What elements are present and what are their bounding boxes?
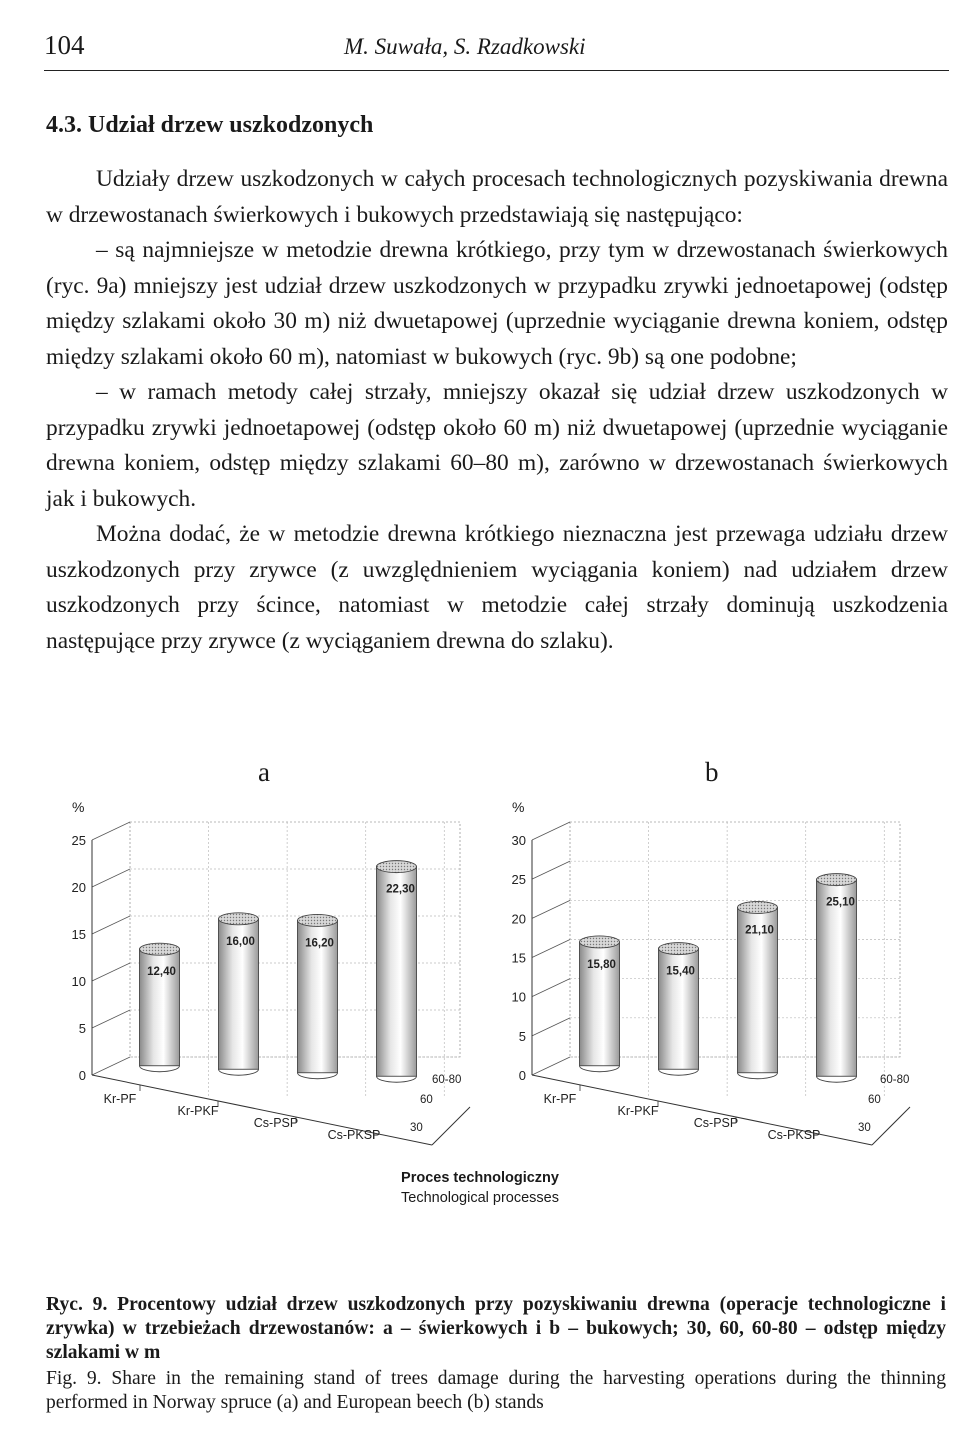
y-axis-unit-label: %: [72, 799, 85, 815]
x-category-label: Cs-PSP: [253, 1116, 299, 1130]
bar-value-label: 12,40: [147, 966, 176, 979]
bar-cylinder-top: [817, 874, 857, 886]
paragraph: – są najmniejsze w metodzie drewna krótkiego, przy tym w drzewostanach świerkowych (ryc. 9a) mniejszy jest udział drzew uszkodzonych w przypadku zrywki jednoetapowej (odstęp między szlakami około 30 m) niż dwuetapowej (uprzednie wyciąganie drewna koniem, odstęp między szlakami około 60 m), natomiast w bukowych (ryc. 9b) są one podobne;: [46, 237, 948, 370]
bar-value-label: 25,10: [826, 896, 855, 909]
bar-value-label: 21,10: [745, 924, 774, 937]
chart-gridline-depth: [532, 1018, 570, 1036]
chart-gridline-depth: [92, 1057, 130, 1075]
y-tick-label: 0: [518, 1068, 526, 1083]
depth-label: 30: [858, 1122, 871, 1134]
x-axis-title-en: Technological processes: [401, 1190, 559, 1206]
x-category-label: Cs-PKSP: [767, 1128, 821, 1142]
bar-cylinder-top: [298, 914, 338, 926]
chart-gridline-depth: [532, 940, 570, 958]
bar-cylinder-base: [377, 1076, 417, 1082]
paragraph: Udziały drzew uszkodzonych w całych procesach technologicznych pozyskiwania drewna w drzewostanach świerkowych i bukowych przedstawiają się następująco:: [46, 166, 948, 228]
bar-value-label: 15,40: [666, 965, 695, 978]
chart-gridline-depth: [532, 861, 570, 879]
x-axis: [532, 1075, 872, 1145]
x-category-label: Kr-PF: [543, 1092, 577, 1106]
paragraph: – w ramach metody całej strzały, mniejszy okazał się udział drzew uszkodzonych w przypadku zrywki jednoetapowej (odstęp około 60 m) niż dwuetapowej (uprzednie wyciąganie drewna koniem, odstęp między szlakami 60–80 m), zarówno w drzewostanach świerkowych jak i bukowych.: [46, 379, 948, 512]
y-tick-label: 30: [511, 833, 526, 848]
bar-value-label: 15,80: [587, 958, 616, 971]
depth-label: 30: [410, 1122, 423, 1134]
bar-value-label: 16,00: [226, 935, 255, 948]
figure-charts: [40, 790, 920, 1150]
bar-cylinder-top: [659, 943, 699, 955]
y-tick-label: 5: [78, 1021, 86, 1036]
x-category-label: Kr-PF: [103, 1092, 137, 1106]
x-category-label: Kr-PKF: [617, 1104, 659, 1118]
depth-label: 60: [420, 1094, 433, 1106]
bar-cylinder-top: [377, 861, 417, 873]
bar-value-label: 16,20: [305, 937, 334, 950]
bar-cylinder-top: [580, 936, 620, 948]
bar-cylinder-top: [219, 913, 259, 925]
x-category-label: Cs-PKSP: [327, 1128, 381, 1142]
bar-cylinder-body: [817, 880, 857, 1077]
depth-label: 60: [868, 1094, 881, 1106]
x-axis-title-pl: Proces technologiczny: [401, 1170, 559, 1186]
y-tick-label: 10: [71, 974, 86, 989]
depth-axis: [872, 1107, 910, 1145]
y-tick-label: 25: [71, 833, 86, 848]
chart-gridline-depth: [92, 1010, 130, 1028]
bar-cylinder-base: [140, 1066, 180, 1072]
section-heading: 4.3. Udział drzew uszkodzonych: [46, 112, 374, 138]
panel-label-a: a: [258, 757, 270, 787]
x-category-label: Cs-PSP: [693, 1116, 739, 1130]
x-axis: [92, 1075, 432, 1145]
bar-cylinder-base: [817, 1076, 857, 1082]
bar-cylinder-top: [140, 943, 180, 955]
y-tick-label: 20: [71, 880, 86, 895]
chart-gridline-depth: [532, 900, 570, 918]
chart-gridline-depth: [92, 822, 130, 840]
bar-cylinder-base: [738, 1073, 778, 1079]
body-text: [46, 162, 948, 659]
y-tick-label: 10: [511, 989, 526, 1005]
y-tick-label: 0: [78, 1068, 86, 1083]
y-tick-label: 20: [511, 911, 526, 927]
caption-polish: Ryc. 9. Procentowy udział drzew uszkodzonych przy pozyskiwaniu drewna (operacje technologiczne i zrywka) w trzebieżach drzewostanów: a – świerkowych i b – bukowych; 30, 60, 60-80 – odstęp między szlakami w m: [46, 1294, 946, 1363]
depth-axis: [432, 1107, 470, 1145]
bar-cylinder-base: [298, 1073, 338, 1079]
page-header: [44, 30, 949, 71]
y-tick-label: 25: [511, 872, 526, 888]
figure-caption: [46, 1293, 946, 1415]
chart-gridline-depth: [532, 979, 570, 997]
chart-gridline-depth: [92, 916, 130, 934]
bar-cylinder-base: [580, 1066, 620, 1072]
chart-gridline-depth: [92, 963, 130, 981]
bar-cylinder-body: [377, 867, 417, 1077]
running-head: M. Suwała, S. Rzadkowski: [344, 34, 586, 59]
y-tick-label: 15: [71, 927, 86, 942]
y-tick-label: 5: [518, 1028, 526, 1044]
y-axis-unit-label: %: [512, 799, 525, 815]
depth-label: 60-80: [432, 1074, 462, 1086]
bar-cylinder-top: [738, 901, 778, 913]
panel-label-b: b: [705, 757, 719, 787]
x-category-label: Kr-PKF: [177, 1104, 219, 1118]
chart-gridline-depth: [532, 1057, 570, 1075]
chart-gridline-depth: [532, 822, 570, 840]
page-number: 104: [44, 30, 85, 60]
paragraph: Można dodać, że w metodzie drewna krótkiego nieznaczna jest przewaga udziału drzew uszkodzonych przy zrywce (z uwzględnieniem wyciągania koniem) nad udziałem drzew uszkodzonych przy ścince, natomiast w metodzie całej strzały dominują uszkodzenia następujące przy zrywce (z wyciąganiem drewna do szlaku).: [46, 521, 948, 654]
caption-english: Fig. 9. Share in the remaining stand of trees damage during the harvesting operations during the thinning performed in Norway spruce (a) and European beech (b) stands: [46, 1368, 946, 1413]
bar-cylinder-base: [219, 1069, 259, 1075]
depth-label: 60-80: [880, 1074, 910, 1086]
bar-cylinder-base: [659, 1069, 699, 1075]
chart-gridline-depth: [92, 869, 130, 887]
bar-value-label: 22,30: [386, 883, 415, 896]
y-tick-label: 15: [511, 950, 526, 966]
